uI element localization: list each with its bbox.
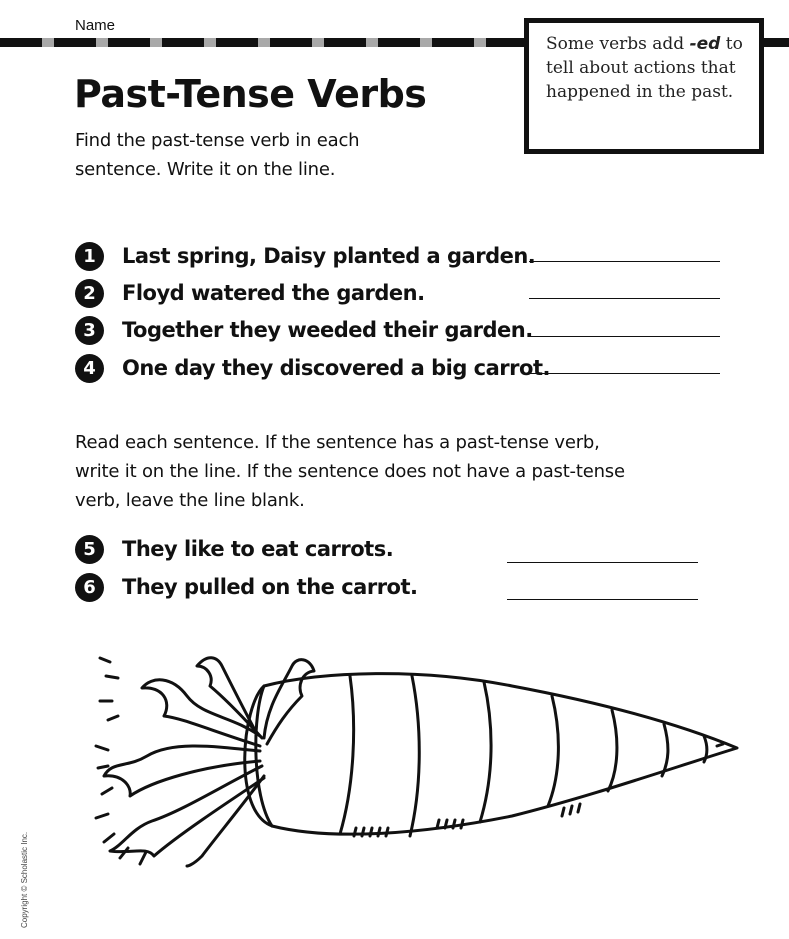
answer-line-6[interactable] [507,599,698,600]
number-badge-2: 2 [75,279,104,308]
instructions-part1: Find the past-tense verb in each sentence. Write it on the line. [75,130,360,180]
name-label: Name [75,17,116,34]
list-item-3 [75,315,533,345]
list-item-1 [75,241,535,271]
tip-highlight: -ed [689,34,721,54]
tip-text-after: to tell about actions that happened in the past. [546,34,743,102]
sentence-6: They pulled on the carrot. [122,575,418,599]
instructions-part2: Read each sentence. If the sentence has a past-tense verb, write it on the line. If the sentence does not have a past-tense verb, leave the line blank. [75,432,625,511]
list-item-2 [75,278,425,308]
page-title: Past-Tense Verbs [74,72,427,116]
number-badge-4: 4 [75,354,104,383]
list-item-6 [75,572,418,602]
tip-text-before: Some verbs add [546,34,690,54]
answer-line-4[interactable] [529,373,720,374]
list-item-5 [75,534,393,564]
copyright-text: Copyright © Scholastic Inc. [20,831,29,928]
answer-line-3[interactable] [529,336,720,337]
sentence-5: They like to eat carrots. [122,537,394,561]
answer-line-2[interactable] [529,298,720,299]
number-badge-1: 1 [75,242,104,271]
sentence-2: Floyd watered the garden. [122,281,425,305]
number-badge-6: 6 [75,573,104,602]
number-badge-5: 5 [75,535,104,564]
sentence-1: Last spring, Daisy planted a garden. [122,244,536,268]
tip-box [524,18,764,154]
list-item-4 [75,353,550,383]
carrot-icon [92,646,752,871]
answer-line-5[interactable] [507,562,698,563]
sentence-4: One day they discovered a big carrot. [122,356,550,380]
sentence-3: Together they weeded their garden. [122,318,533,342]
number-badge-3: 3 [75,316,104,345]
answer-line-1[interactable] [529,261,720,262]
